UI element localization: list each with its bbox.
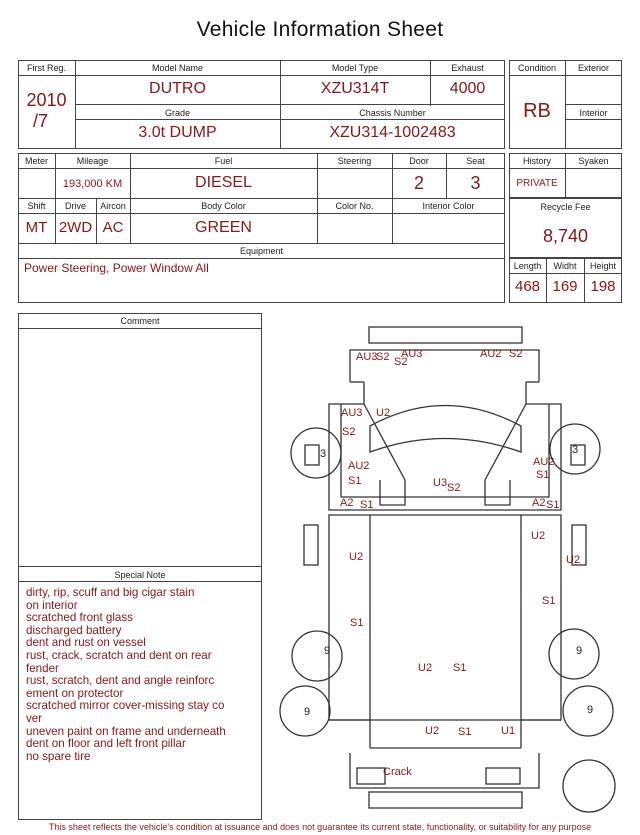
aircon-value: AC — [102, 219, 124, 236]
exhaust-label: Exhaust — [451, 63, 484, 73]
damage-mark: S1 — [360, 499, 374, 511]
shift-label: Shift — [27, 201, 46, 211]
condition-label: Condition — [517, 63, 557, 73]
height-value: 198 — [590, 278, 616, 295]
damage-mark: AU3 — [356, 351, 378, 363]
fuel-label: Fuel — [214, 156, 233, 166]
model-type-label: Model Type — [331, 63, 379, 73]
steering-label: Steering — [337, 156, 372, 166]
height-label: Height — [589, 261, 616, 271]
special-note-line: dirty, rip, scuff and big cigar stain — [26, 587, 195, 599]
damage-mark: A2 — [532, 497, 546, 509]
comment-label: Comment — [120, 316, 160, 326]
width-label: Widht — [553, 261, 577, 271]
exterior-label: Exterior — [577, 63, 609, 73]
special-note-line: rust, scratch, dent and angle reinforc — [26, 675, 215, 688]
special-note-line: discharged battery — [26, 624, 122, 637]
grade-label: Grade — [164, 108, 190, 118]
damage-mark: AU2 — [533, 456, 555, 468]
damage-mark: U1 — [501, 725, 516, 737]
mileage-label: Mileage — [76, 156, 109, 166]
mileage-value: 193,000 KM — [62, 178, 123, 190]
meter-label: Meter — [24, 156, 48, 166]
body-color-label: Body Color — [201, 201, 246, 211]
damage-mark: U2 — [376, 407, 391, 419]
first-reg-year: 2010 — [26, 90, 67, 110]
chassis-value: XZU314-1002483 — [329, 124, 456, 141]
front-bumper-outline — [369, 327, 522, 343]
model-name-label: Model Name — [151, 63, 204, 73]
damage-mark: U2 — [349, 551, 364, 563]
cab-outline — [329, 382, 561, 510]
door-label: Door — [409, 156, 429, 166]
condition-value: RB — [523, 100, 551, 122]
color-no-label: Color No. — [335, 201, 374, 211]
damage-mark: U2 — [425, 725, 440, 737]
damage-mark: S1 — [542, 595, 556, 607]
special-note-line: scratched mirror cover-missing stay co — [26, 700, 225, 713]
damage-mark: U2 — [531, 530, 546, 542]
wheel-label: 9 — [587, 704, 594, 716]
special-note-line: uneven paint on frame and underneath — [26, 725, 226, 738]
first-reg-label: First Reg. — [26, 63, 66, 73]
exhaust-value: 4000 — [449, 80, 486, 97]
special-note-line: ement on protector — [26, 687, 124, 700]
special-note-line: scratched front glass — [26, 612, 133, 625]
model-type-value: XZU314T — [320, 80, 390, 97]
history-value: PRIVATE — [516, 178, 558, 189]
damage-mark: S2 — [509, 348, 523, 360]
damage-mark: S2 — [342, 426, 356, 438]
special-note-label: Special Note — [114, 570, 166, 580]
shift-value: MT — [25, 219, 48, 236]
drive-label: Drive — [64, 201, 86, 211]
body-color-value: GREEN — [195, 219, 252, 236]
fuel-value: DIESEL — [195, 174, 252, 191]
special-note-line: ver — [26, 712, 43, 725]
wheel-label: 3 — [572, 444, 579, 456]
special-note-line: on interior — [26, 599, 78, 612]
interior-color-label: Interior Color — [422, 201, 475, 211]
damage-mark: S1 — [536, 469, 550, 481]
damage-mark: S2 — [394, 356, 408, 368]
disclaimer-footer: This sheet reflects the vehicle's condition at issuance and does not guarantee its current state, functionality, or suitability for any purpose — [48, 822, 592, 832]
special-note-line: fender — [26, 662, 59, 675]
syaken-label: Syaken — [578, 156, 609, 166]
damage-mark: AU3 — [341, 407, 363, 419]
damage-mark: U2 — [566, 554, 581, 566]
chassis-label: Chassis Number — [359, 108, 426, 118]
drive-value: 2WD — [58, 219, 93, 236]
damage-mark: AU2 — [480, 348, 502, 360]
windshield-outline — [370, 406, 521, 453]
recycle-value: 8,740 — [542, 226, 589, 246]
sheet-title: Vehicle Information Sheet — [196, 18, 444, 41]
special-note-line: dent on floor and left front pillar — [26, 738, 186, 751]
vessel-outline — [329, 515, 561, 720]
damage-mark: AU2 — [348, 460, 370, 472]
door-value: 2 — [413, 173, 424, 193]
length-value: 468 — [514, 278, 541, 295]
special-notes-list — [26, 587, 262, 763]
special-note-line: rust, crack, scratch and dent on rear — [26, 649, 212, 662]
recycle-label: Recycle Fee — [540, 202, 591, 212]
vehicle-diagram — [270, 315, 640, 820]
wheel-label: 9 — [304, 706, 311, 718]
seat-label: Seat — [466, 156, 485, 166]
equipment-value: Power Steering, Power Window All — [24, 261, 209, 275]
damage-mark: S1 — [348, 475, 362, 487]
first-reg-month: /7 — [32, 111, 48, 131]
width-value: 169 — [552, 278, 578, 295]
damage-mark: AU3 — [401, 348, 423, 360]
damage-mark: S1 — [546, 499, 560, 511]
wheel-label: 9 — [576, 645, 583, 657]
damage-mark: U2 — [418, 662, 433, 674]
damage-mark: S1 — [453, 662, 467, 674]
damage-mark: U3 — [433, 477, 448, 489]
spare-tire-slot — [563, 760, 615, 812]
model-name-value: DUTRO — [149, 80, 206, 97]
special-note-line: dent and rust on vessel — [26, 637, 146, 650]
damage-mark: S2 — [447, 482, 461, 494]
history-label: History — [522, 156, 551, 166]
damage-mark: S1 — [350, 617, 364, 629]
damage-mark: Crack — [383, 766, 412, 778]
aircon-label: Aircon — [100, 201, 126, 211]
rear-step-outline — [369, 792, 522, 808]
damage-mark: S2 — [376, 351, 390, 363]
seat-value: 3 — [470, 173, 481, 193]
rear-bumper-outline — [350, 753, 539, 788]
damage-mark: A2 — [340, 497, 354, 509]
equipment-label: Equipment — [239, 246, 284, 256]
grade-value: 3.0t DUMP — [138, 124, 217, 141]
special-note-line: no spare tire — [26, 750, 91, 763]
wheel-front-left — [291, 428, 341, 478]
interior-label: Interior — [579, 108, 608, 118]
wheel-rear-left-outer — [292, 631, 342, 681]
wheel-label: 9 — [324, 645, 331, 657]
wheel-label: 3 — [320, 448, 327, 460]
wheel-rear-right-outer — [549, 629, 599, 679]
damage-mark: S1 — [458, 726, 472, 738]
length-label: Length — [513, 261, 542, 271]
